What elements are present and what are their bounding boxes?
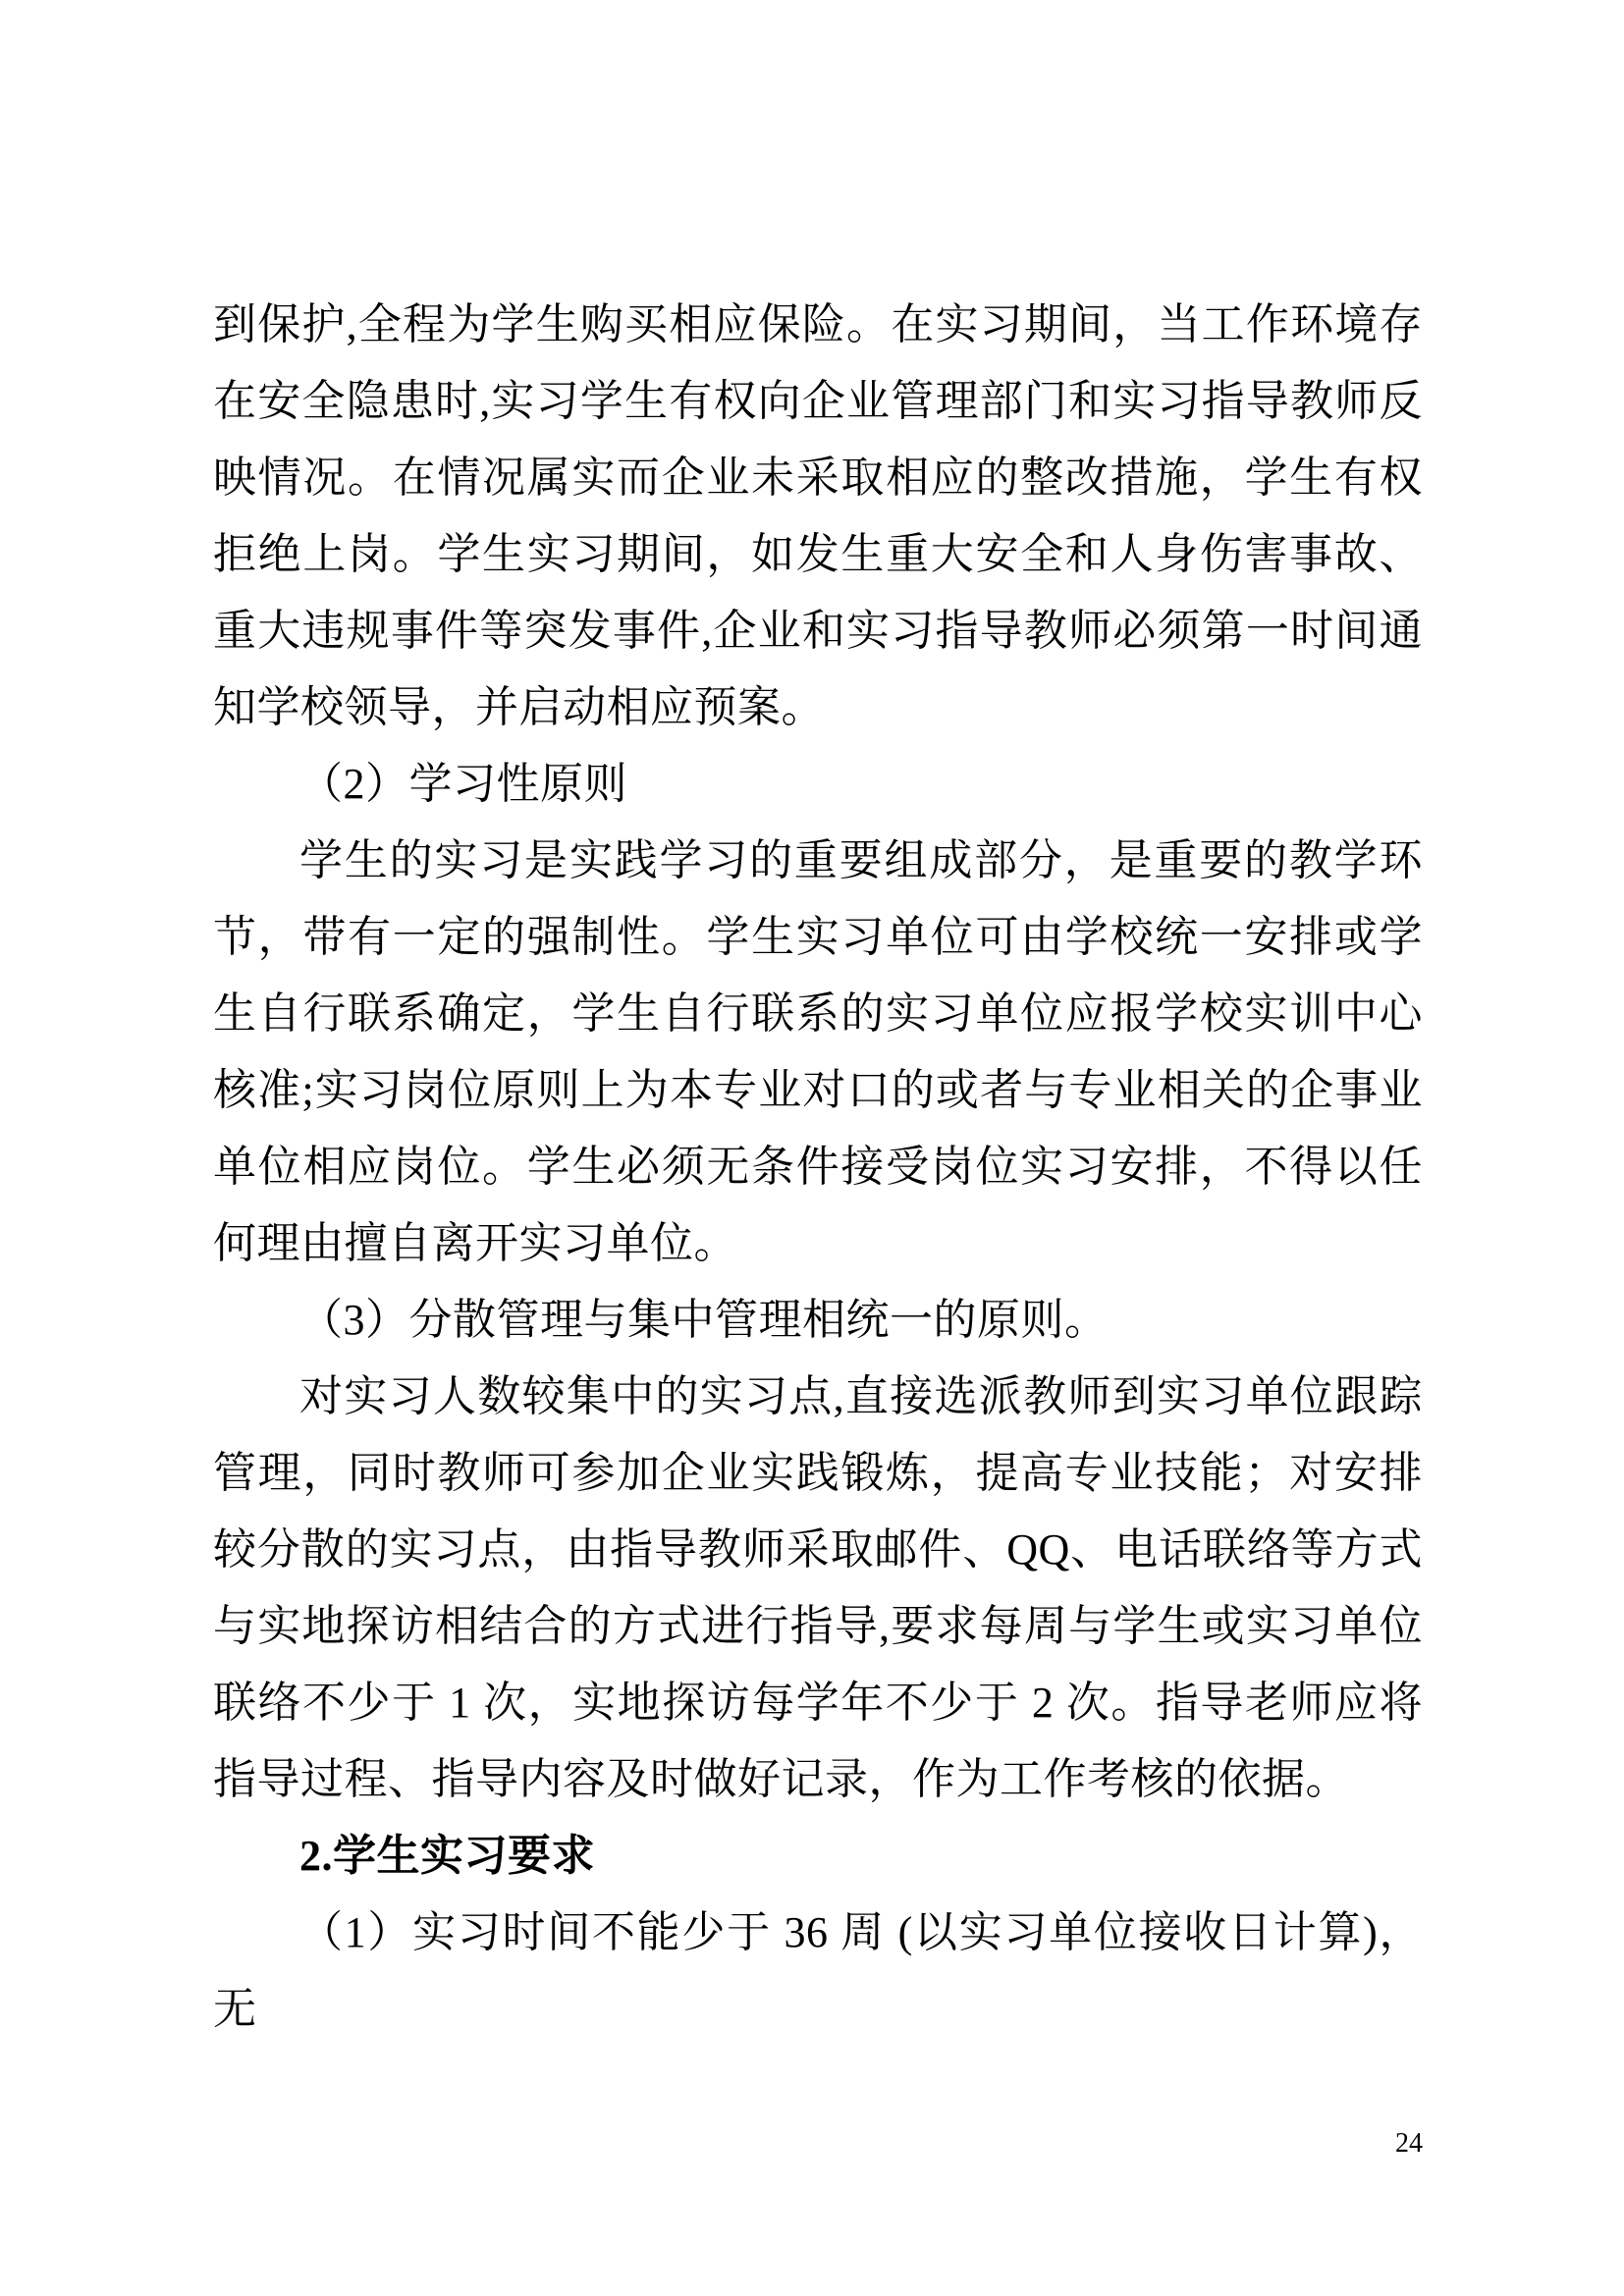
document-text-block (213, 287, 1423, 2048)
heading-decentralized-centralized-management: （3）分散管理与集中管理相统一的原则。 (299, 1296, 1109, 1344)
paragraph-safety-protection-continuation: 到保护,全程为学生购买相应保险。在实习期间，当工作环境存在安全隐患时,实习学生有权向企业管理部门和实习指导教师反映情况。在情况属实而企业未采取相应的整改措施，学生有权拒绝上岗。学生实习期间，如发生重大安全和人身伤害事故、重大违规事件等突发事件,企业和实习指导教师必须第一时间通知学校领导，并启动相应预案。 (213, 300, 1423, 731)
paragraph-internship-duration: （1）实习时间不能少于 36 周 (以实习单位接收日计算)，无 (213, 1908, 1423, 2033)
page-number: 24 (1395, 2128, 1423, 2159)
paragraph-learning-principle-body: 学生的实习是实践学习的重要组成部分，是重要的教学环节，带有一定的强制性。学生实习单位可由学校统一安排或学生自行联系确定，学生自行联系的实习单位应报学校实训中心核准;实习岗位原则上为本专业对口的或者与专业相关的企事业单位相应岗位。学生必须无条件接受岗位实习安排，不得以任何理由擅自离开实习单位。 (213, 836, 1423, 1267)
heading-student-internship-requirements: 2.学生实习要求 (299, 1832, 595, 1880)
paragraph-management-methods-body: 对实习人数较集中的实习点,直接选派教师到实习单位跟踪管理，同时教师可参加企业实践锻炼，提高专业技能；对安排较分散的实习点，由指导教师采取邮件、QQ、电话联络等方式与实地探访相结合的方式进行指导,要求每周与学生或实习单位联络不少于 1 次，实地探访每学年不少于 2 次。指导老师应将指导过程、指导内容及时做好记录，作为工作考核的依据。 (213, 1372, 1423, 1803)
heading-learning-principle: （2）学习性原则 (299, 760, 627, 808)
